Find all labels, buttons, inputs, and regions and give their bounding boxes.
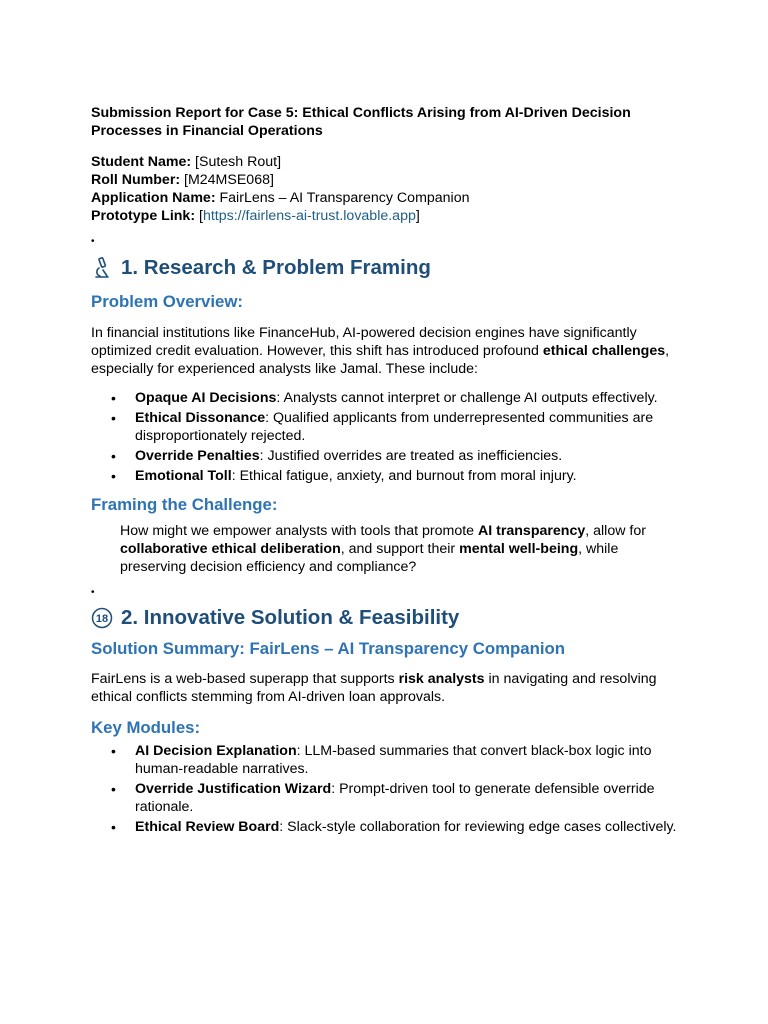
list-item-term: Ethical Dissonance (135, 410, 266, 426)
report-title: Submission Report for Case 5: Ethical Conflicts Arising from AI-Driven Decision Processes in Financial Operations (91, 105, 631, 139)
student-name-label: Student Name: (91, 154, 192, 170)
list-item-text: : LLM-based summaries that convert black-box logic into human-readable narratives. (135, 743, 652, 777)
solution-summary-heading: Solution Summary: FairLens – AI Transparency Companion (91, 639, 566, 658)
key-modules-heading: Key Modules: (91, 718, 201, 737)
list-item-term: Opaque AI Decisions (135, 390, 277, 406)
list-item-text: : Justified overrides are treated as inefficiencies. (259, 448, 563, 464)
list-item-text: : Slack-style collaboration for reviewing edge cases collectively. (279, 819, 677, 835)
list-item-text: : Prompt-driven tool to generate defensible override rationale. (135, 781, 655, 815)
list-item-text: : Qualified applicants from underrepresented communities are disproportionately rejected. (135, 410, 654, 444)
framing-text-a: How might we empower analysts with tools that promote (120, 523, 478, 539)
framing-emphasis-transparency: AI transparency (478, 523, 586, 539)
problem-overview-heading: Problem Overview: (91, 292, 244, 311)
application-name-value: FairLens – AI Transparency Companion (215, 190, 470, 206)
framing-question (91, 522, 681, 576)
circled-18-icon (91, 605, 113, 631)
section2-heading (91, 605, 681, 631)
framing-emphasis-deliberation: collaborative ethical deliberation (120, 541, 341, 557)
circled-18-label: 18 (95, 613, 109, 625)
list-item (91, 467, 681, 485)
list-item (91, 780, 681, 816)
roll-number-label: Roll Number: (91, 172, 181, 188)
prototype-link-line (91, 207, 681, 225)
summary-text-c: in navigating and resolving ethical conflicts stemming from AI-driven loan approvals. (91, 671, 657, 705)
list-item (91, 742, 681, 778)
intro-text-c: , especially for experienced analysts like Jamal. These include: (91, 343, 670, 377)
roll-number-value: [M24MSE068] (180, 172, 274, 188)
list-item-text: : Analysts cannot interpret or challenge AI outputs effectively. (276, 390, 658, 406)
prototype-bracket-open: [ (195, 208, 203, 224)
solution-summary-paragraph (91, 670, 681, 706)
separator-dot: • (91, 587, 95, 598)
intro-text-a: In financial institutions like FinanceHub, AI-powered decision engines have significantly optimized credit evaluation. However, this shift has introduced profound (91, 325, 637, 359)
framing-heading: Framing the Challenge: (91, 495, 278, 514)
modules-list (91, 742, 681, 836)
list-item-term: Override Penalties (135, 448, 260, 464)
list-item (91, 409, 681, 445)
roll-number-line (91, 171, 681, 189)
student-name-value: [Sutesh Rout] (191, 154, 282, 170)
list-item-term: Override Justification Wizard (135, 781, 332, 797)
application-name-label: Application Name: (91, 190, 216, 206)
framing-text-c: , allow for (585, 523, 646, 539)
section2-heading-text: 2. Innovative Solution & Feasibility (121, 606, 460, 629)
list-item-term: Ethical Review Board (135, 819, 280, 835)
application-name-line (91, 189, 681, 207)
list-item (91, 389, 681, 407)
framing-text-e: , and support their (340, 541, 460, 557)
list-item-text: : Ethical fatigue, anxiety, and burnout from moral injury. (231, 468, 577, 484)
intro-emphasis: ethical challenges (542, 343, 666, 359)
list-item (91, 818, 681, 836)
summary-emphasis: risk analysts (398, 671, 485, 687)
prototype-link[interactable]: https://fairlens-ai-trust.lovable.app (202, 208, 416, 224)
framing-emphasis-wellbeing: mental well-being (459, 541, 579, 557)
document-page (91, 104, 681, 836)
summary-text-a: FairLens is a web-based superapp that supports (91, 671, 399, 687)
student-name-line (91, 153, 681, 171)
list-item (91, 447, 681, 465)
framing-text-g: , while preserving decision efficiency and compliance? (120, 541, 619, 575)
section1-heading-text: 1. Research & Problem Framing (121, 256, 431, 279)
list-item-term: Emotional Toll (135, 468, 232, 484)
student-meta (91, 153, 681, 225)
challenge-list (91, 389, 681, 485)
prototype-link-label: Prototype Link: (91, 208, 196, 224)
list-item-term: AI Decision Explanation (135, 743, 297, 759)
problem-intro-paragraph (91, 324, 681, 378)
separator-dot: • (91, 236, 95, 247)
microscope-icon (91, 255, 113, 281)
prototype-bracket-close: ] (415, 208, 420, 224)
section1-heading (91, 255, 681, 281)
